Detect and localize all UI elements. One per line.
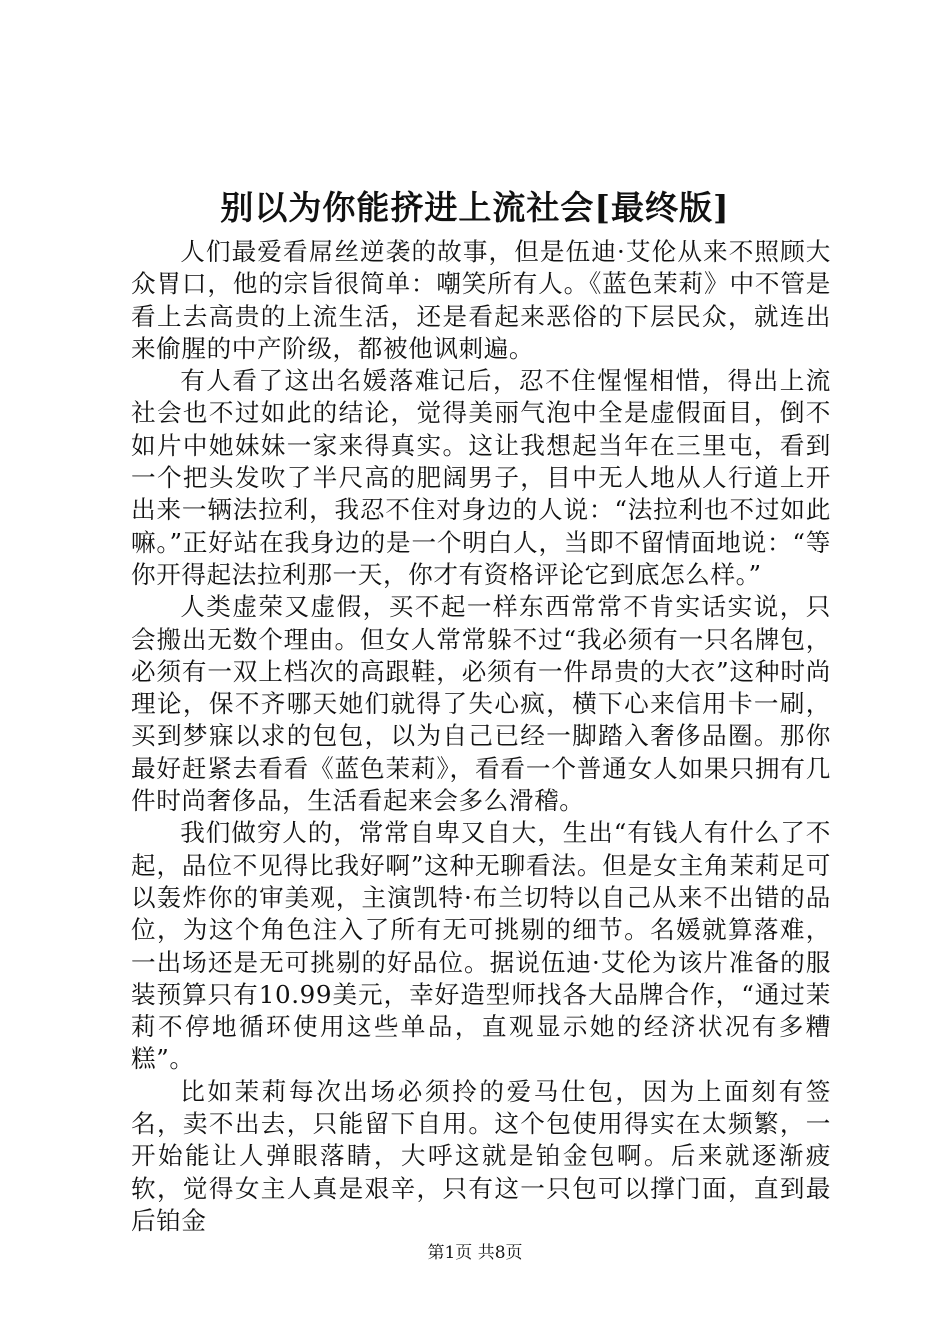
paragraph: 有人看了这出名媛落难记后，忍不住惺惺相惜，得出上流社会也不过如此的结论，觉得美丽气泡中全是虚假面目，倒不如片中她妹妹一家来得真实。这让我想起当年在三里屯，看到一个把头发吹了半尺高的肥阔男子，目中无人地从人行道上开出来一辆法拉利，我忍不住对身边的人说：“法拉利也不过如此嘛。”正好站在我身边的是一个明白人，当即不留情面地说：“等你开得起法拉利那一天，你才有资格评论它到底怎么样。” [131, 366, 831, 589]
paragraph: 人们最爱看屌丝逆袭的故事，但是伍迪·艾伦从来不照顾大众胃口，他的宗旨很简单：嘲笑所有人。《蓝色茉莉》中不管是看上去高贵的上流生活，还是看起来恶俗的下层民众，就连出来偷腥的中产阶级，都被他讽刺遍。 [131, 237, 831, 363]
paragraph: 比如茉莉每次出场必须拎的爱马仕包，因为上面刻有签名，卖不出去，只能留下自用。这个包使用得实在太频繁，一开始能让人弹眼落睛，大呼这就是铂金包啊。后来就逐渐疲软，觉得女主人真是艰辛，只有这一只包可以撑门面，直到最后铂金 [131, 1076, 831, 1235]
document-body [131, 236, 831, 1237]
paragraph: 我们做穷人的，常常自卑又自大，生出“有钱人有什么了不起，品位不见得比我好啊”这种无聊看法。但是女主角茉莉足可以轰炸你的审美观，主演凯特·布兰切特以自己从来不出错的品位，为这个角色注入了所有无可挑剔的细节。名媛就算落难，一出场还是无可挑剔的好品位。据说伍迪·艾伦为该片准备的服装预算只有10.99美元，幸好造型师找各大品牌合作，“通过茉莉不停地循环使用这些单品，直观显示她的经济状况有多糟糕”。 [131, 818, 831, 1074]
paragraph: 人类虚荣又虚假，买不起一样东西常常不肯实话实说，只会搬出无数个理由。但女人常常躲不过“我必须有一只名牌包，必须有一双上档次的高跟鞋，必须有一件昂贵的大衣”这种时尚理论，保不齐哪天她们就得了失心疯，横下心来信用卡一刷，买到梦寐以求的包包，以为自己已经一脚踏入奢侈品圈。那你最好赶紧去看看《蓝色茉莉》，看看一个普通女人如果只拥有几件时尚奢侈品，生活看起来会多么滑稽。 [131, 592, 831, 816]
page-footer: 第1页 共8页 [427, 1243, 523, 1263]
document-title: 别以为你能挤进上流社会[最终版] [220, 188, 730, 227]
